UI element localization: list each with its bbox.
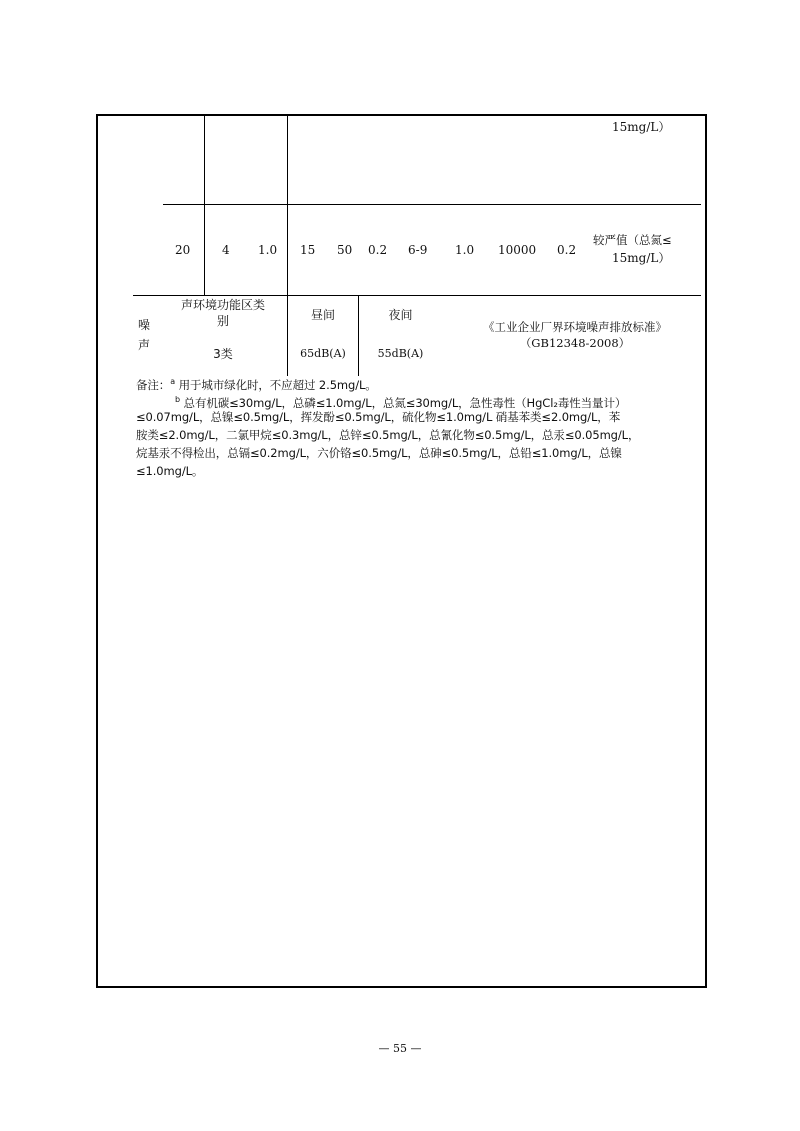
table-divider-v1 [204, 116, 205, 295]
noise-standard-line1: 《工业企业厂界环境噪声排放标准》 [483, 320, 667, 334]
table-cell: 6-9 [408, 243, 428, 257]
table-cell: 1.0 [258, 243, 278, 257]
noise-category-char1: 噪 [138, 318, 151, 332]
continued-cell-tail: 15mg/L） [612, 120, 671, 134]
table-row-divider-1 [163, 204, 701, 205]
noise-night-value: 55dB(A) [377, 347, 424, 360]
notes-label: 备注： [136, 377, 171, 392]
table-cell: 10000 [498, 243, 537, 257]
noise-zone-header-line2: 别 [216, 314, 229, 328]
noise-day-value: 65dB(A) [300, 347, 346, 360]
noise-category-char2: 声 [138, 338, 151, 352]
note-a-text: 用于城市绿化时，不应超过 2.5mg/L。 [178, 377, 377, 392]
table-cell-limit-line1: 较严值（总氮≤ [593, 233, 672, 247]
note-b-line4: 烷基汞不得检出，总镉≤0.2mg/L，六价铬≤0.5mg/L，总砷≤0.5mg/L，总铅≤1.0mg/L，总镍 [136, 446, 622, 460]
table-cell: 0.2 [557, 243, 577, 257]
note-b-marker: b [175, 395, 180, 404]
noise-day-header: 昼间 [310, 308, 335, 322]
noise-zone-header-line1: 声环境功能区类 [180, 298, 265, 312]
note-b-text-1: 总有机碳≤30mg/L，总磷≤1.0mg/L，总氮≤30mg/L，急性毒性（HgCl₂毒性当量计） [183, 395, 627, 410]
table-cell: 0.2 [368, 243, 388, 257]
noise-night-header: 夜间 [388, 308, 413, 322]
table-cell-limit-line2: 15mg/L） [612, 251, 671, 265]
note-b-line5: ≤1.0mg/L。 [136, 464, 204, 478]
noise-zone-value: 3类 [213, 347, 233, 361]
table-cell: 1.0 [455, 243, 475, 257]
table-cell: 50 [337, 243, 353, 257]
note-b-line2: ≤0.07mg/L，总镍≤0.5mg/L，挥发酚≤0.5mg/L，硫化物≤1.0mg/L 硝基苯类≤2.0mg/L，苯 [136, 410, 621, 424]
noise-standard-line2: （GB12348-2008） [519, 336, 631, 350]
table-row-divider-2 [133, 295, 701, 296]
table-cell: 15 [300, 243, 316, 257]
page-number: — 55 — [378, 1042, 422, 1055]
note-b-line3: 胺类≤2.0mg/L，二氯甲烷≤0.3mg/L，总锌≤0.5mg/L，总氰化物≤0.5mg/L，总汞≤0.05mg/L， [136, 428, 640, 442]
table-cell: 4 [222, 243, 230, 257]
note-a-marker: a [170, 377, 176, 386]
table-cell: 20 [175, 243, 191, 257]
table-divider-v2 [287, 116, 288, 376]
